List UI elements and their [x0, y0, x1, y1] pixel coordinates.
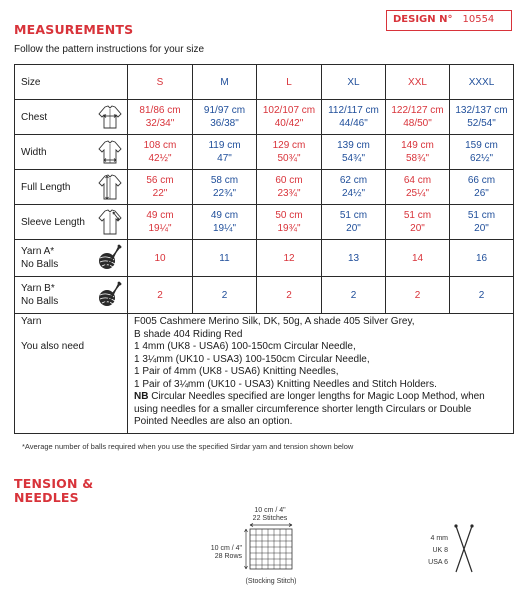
- ball-count: 14: [386, 240, 450, 277]
- inch-value: 54¾": [341, 153, 365, 164]
- ball-count: 2: [128, 277, 193, 314]
- size-header: XXL: [386, 65, 450, 100]
- inch-value: 19¼": [212, 223, 236, 234]
- inch-value: 24½": [341, 188, 365, 199]
- width-row: [15, 135, 514, 170]
- cm-value: 51 cm: [339, 210, 368, 221]
- row-label: Width: [21, 146, 47, 158]
- cm-value: 159 cm: [465, 140, 498, 151]
- yarn-b-row: [15, 277, 514, 314]
- ball-count: 16: [450, 240, 514, 277]
- inch-value: 50¾": [277, 153, 301, 164]
- no-balls-label: No Balls: [21, 296, 59, 307]
- cm-value: 49 cm: [210, 210, 239, 221]
- inch-value: 20": [346, 223, 361, 234]
- cm-value: 58 cm: [210, 175, 239, 186]
- design-label: DESIGN N°: [393, 14, 453, 25]
- tension-square-diagram: [200, 505, 340, 595]
- needle-mm-label: 4 mm: [430, 535, 448, 542]
- cm-value: 139 cm: [337, 140, 370, 151]
- inch-value: 62½": [469, 153, 493, 164]
- nb-text: Circular Needles specified are longer lengths for Magic Loop Method, when: [148, 391, 485, 402]
- stitch-grid: [250, 529, 292, 569]
- cm-value: 102/107 cm: [262, 105, 316, 116]
- yarn-b-label-cell: [15, 277, 128, 314]
- cm-value: 129 cm: [272, 140, 306, 151]
- tension-stitches-label: 22 Stitches: [252, 515, 288, 522]
- needle-usa-label: USA 6: [428, 559, 448, 566]
- design-number: 10554: [462, 14, 495, 25]
- tension-width-label: 10 cm / 4": [254, 507, 286, 514]
- inch-value: 19¾": [277, 223, 301, 234]
- inch-value: 22¾": [212, 188, 236, 199]
- cm-value: 91/97 cm: [203, 105, 246, 116]
- need-item: 1 Pair of 3¼mm (UK10 - USA3) Knitting Needles and Stitch Holders.: [134, 378, 437, 390]
- yarn-text-line: B shade 404 Riding Red: [134, 328, 243, 340]
- inch-value: 52/54": [467, 118, 496, 129]
- tension-rows-label: 28 Rows: [214, 553, 242, 560]
- size-header: XXXL: [450, 65, 514, 100]
- yarn-a-label-cell: [15, 240, 128, 277]
- page-title: MEASUREMENTS: [14, 22, 134, 37]
- yarn-b-label: Yarn B*: [21, 283, 55, 294]
- full-length-label-cell: [15, 170, 128, 205]
- ball-count: 2: [322, 277, 386, 314]
- measurements-table: [14, 64, 514, 434]
- inch-value: 26": [474, 188, 489, 199]
- sleeve-length-icon: [97, 208, 123, 236]
- needle-size-diagram: [418, 518, 498, 578]
- cm-value: 149 cm: [401, 140, 434, 151]
- size-header: S: [128, 65, 193, 100]
- sleeve-length-label-cell: [15, 205, 128, 240]
- need-item: 1 Pair of 4mm (UK8 - USA6) Knitting Needles,: [134, 366, 339, 377]
- chest-label-cell: [15, 100, 128, 135]
- cm-value: 112/117 cm: [328, 105, 379, 116]
- inch-value: 36/38": [210, 118, 239, 129]
- cm-value: 132/137 cm: [455, 105, 508, 116]
- design-number-box: [386, 10, 512, 31]
- cm-value: 49 cm: [146, 210, 174, 221]
- size-header: L: [257, 65, 322, 100]
- yarn-ball-icon: [95, 244, 123, 272]
- need-item: 1 4mm (UK8 - USA6) 100-150cm Circular Needle,: [134, 341, 356, 352]
- yarn-text-line: F005 Cashmere Merino Silk, DK, 50g, A shade 405 Silver Grey,: [134, 316, 415, 327]
- inch-value: 23¾": [277, 188, 301, 199]
- size-header: XL: [322, 65, 386, 100]
- you-also-need-label: You also need: [21, 340, 85, 352]
- full-length-row: [15, 170, 514, 205]
- intro-text: Follow the pattern instructions for your size: [14, 44, 205, 55]
- inch-value: 48/50": [403, 118, 432, 129]
- needle-uk-label: UK 8: [432, 547, 448, 554]
- size-header: M: [193, 65, 257, 100]
- inch-value: 58¾": [405, 153, 429, 164]
- ball-count: 12: [257, 240, 322, 277]
- inch-value: 47": [217, 153, 232, 164]
- inch-value: 19¼": [148, 223, 172, 234]
- cm-value: 60 cm: [275, 175, 303, 186]
- cm-value: 62 cm: [339, 175, 368, 186]
- inch-value: 42½": [148, 153, 172, 164]
- inch-value: 20": [474, 223, 489, 234]
- materials-label-cell: [15, 314, 128, 434]
- nb-text-line: using needles for a smaller circumference shorter length Circulars or Double: [134, 403, 472, 415]
- yarn-a-label: Yarn A*: [21, 246, 55, 257]
- ball-count: 11: [193, 240, 257, 277]
- materials-detail-cell: [128, 314, 514, 434]
- ball-count: 2: [450, 277, 514, 314]
- garment-width-icon: [97, 139, 123, 165]
- garment-chest-icon: [97, 104, 123, 130]
- ball-count: 2: [386, 277, 450, 314]
- yarn-ball-icon: [95, 281, 123, 309]
- materials-row: [15, 314, 514, 434]
- ball-count: 10: [128, 240, 193, 277]
- cm-value: 51 cm: [403, 210, 432, 221]
- crossed-needles-icon: [454, 524, 473, 572]
- width-label-cell: [15, 135, 128, 170]
- need-item: 1 3¼mm (UK10 - USA3) 100-150cm Circular Needle,: [134, 353, 370, 365]
- inch-value: 22": [152, 188, 168, 199]
- row-label: Full Length: [21, 181, 71, 193]
- yarn-label: Yarn: [21, 316, 42, 327]
- cm-value: 50 cm: [275, 210, 303, 221]
- no-balls-label: No Balls: [21, 259, 59, 270]
- footnote: *Average number of balls required when you use the specified Sirdar yarn and tension shown below: [22, 442, 354, 451]
- cm-value: 64 cm: [403, 175, 432, 186]
- chest-row: [15, 100, 514, 135]
- size-row: [15, 65, 514, 100]
- inch-value: 25¼": [405, 188, 429, 199]
- cm-value: 56 cm: [146, 175, 174, 186]
- cm-value: 66 cm: [467, 175, 496, 186]
- inch-value: 44/46": [339, 118, 368, 129]
- yarn-a-row: [15, 240, 514, 277]
- nb-text-line: Pointed Needles are also an option.: [134, 416, 293, 427]
- ball-count: 13: [322, 240, 386, 277]
- inch-value: 32/34": [145, 118, 175, 129]
- ball-count: 2: [193, 277, 257, 314]
- cm-value: 122/127 cm: [391, 105, 444, 116]
- stitch-type-label: (Stocking Stitch): [245, 578, 297, 585]
- size-label-cell: [15, 65, 128, 100]
- row-label: Sleeve Length: [21, 216, 85, 228]
- inch-value: 40/42": [274, 118, 304, 129]
- nb-label: NB: [134, 391, 149, 402]
- row-label: Chest: [21, 111, 48, 123]
- garment-length-icon: [97, 173, 123, 201]
- cm-value: 119 cm: [208, 140, 241, 151]
- tension-heading: TENSION & NEEDLES: [14, 476, 94, 505]
- inch-value: 20": [410, 223, 425, 234]
- ball-count: 2: [257, 277, 322, 314]
- tension-height-label: 10 cm / 4": [210, 545, 242, 552]
- size-label: Size: [21, 76, 41, 88]
- cm-value: 51 cm: [467, 210, 496, 221]
- cm-value: 108 cm: [143, 140, 177, 151]
- cm-value: 81/86 cm: [139, 105, 181, 116]
- sleeve-length-row: [15, 205, 514, 240]
